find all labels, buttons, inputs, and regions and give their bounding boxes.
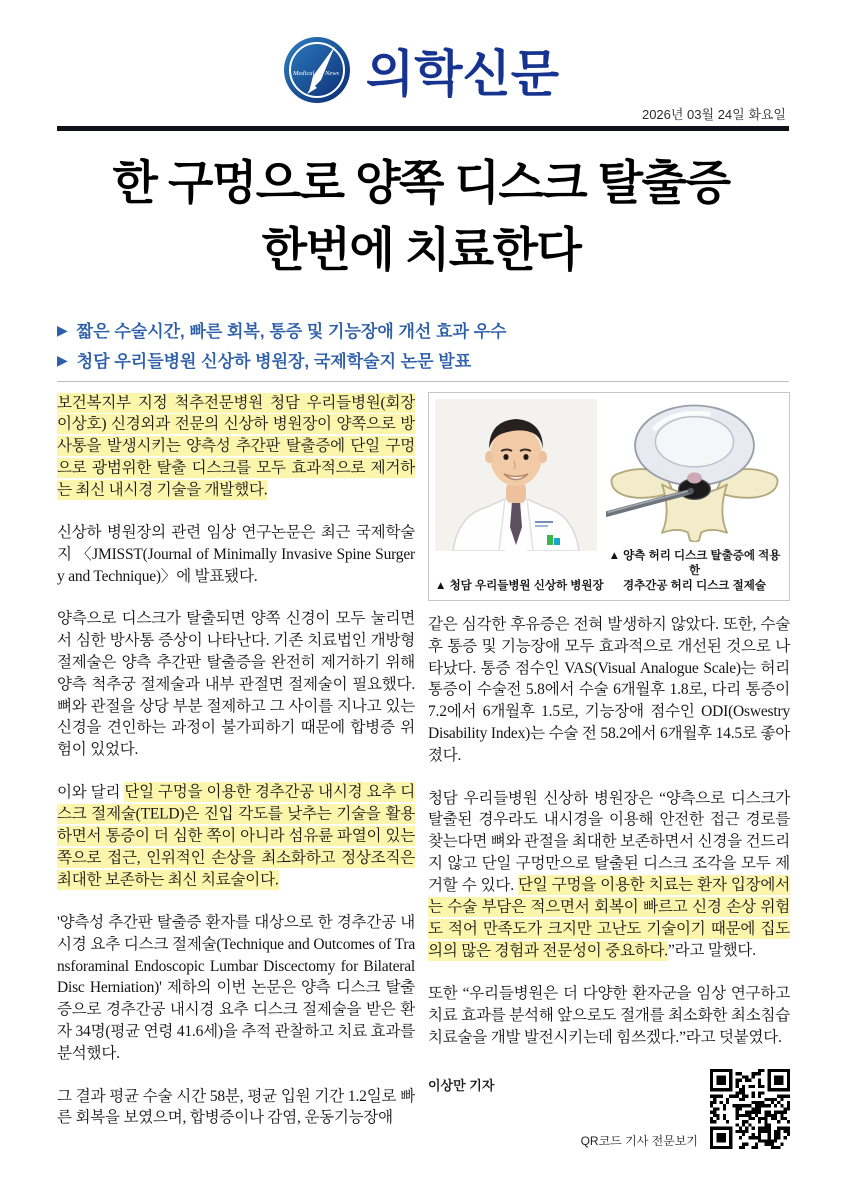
spine-caption-line1: ▲ 양측 허리 디스크 탈출증에 적용한	[608, 550, 781, 578]
masthead-title: 의학신문	[365, 46, 560, 102]
doctor-portrait-image	[435, 399, 597, 551]
medical-news-logo-icon	[283, 36, 351, 104]
subhead-2	[57, 347, 506, 372]
logo-word-news: News	[324, 70, 339, 77]
masthead	[0, 34, 842, 106]
paragraph: 또한 “우리들병원은 더 다양한 환자군을 임상 연구하고 치료 효과를 분석해 앞으로도 절개를 최소화한 최소침습 치료술을 개발 발전시키는데 힘쓰겠다.”라고 덧붙였다.	[428, 984, 790, 1046]
right-column	[428, 392, 790, 1165]
logo-word-medical: Medical	[292, 70, 315, 77]
masthead-rule	[57, 126, 789, 131]
reporter-byline: 이상만 기자	[428, 1078, 495, 1094]
paragraph: '양측성 추간판 탈출증 환자를 대상으로 한 경추간공 내시경 요추 디스크 절제술(Technique and Outcomes of Transforaminal Endoscopic Lumbar Discectomy for Bilateral Disc Herniation)' 제하의 이번 논문은 양측 디스크 탈출증으로 경추간공 내시경 요추 디스크 절제술을 받은 환자 34명(평균 연령 41.6세)을 추적 관찰하고 치료 효과를 분석했다.	[57, 913, 415, 1062]
subhead-1-text: 짧은 수술시간, 빠른 회복, 통증 및 기능장애 개선 효과 우수	[76, 322, 507, 341]
subhead-2-text: 청담 우리들병원 신상하 병원장, 국제학술지 논문 발표	[76, 352, 472, 371]
section-divider	[57, 381, 789, 382]
headline-line1: 한 구멍으로 양쪽 디스크 탈출증	[112, 156, 730, 209]
bullet-triangle-icon: ▶	[57, 321, 68, 338]
paragraph: 이와 달리 단일 구멍을 이용한 경추간공 내시경 요추 디스크 절제술(TELD)은 진입 각도를 낮추는 기술을 활용하면서 통증이 더 심한 쪽이 아니라 섬유륜 파열이 있는 쪽으로 접근, 인위적인 손상을 최소화하고 정상조직은 최대한 보존하는 최신 치료술이다.	[57, 783, 415, 889]
qr-code	[710, 1069, 790, 1149]
spine-illustration-image	[606, 399, 783, 542]
spine-caption-line2: 경추간공 허리 디스크 절제술	[623, 580, 766, 593]
article-footer	[428, 1069, 790, 1165]
spine-illustration-caption	[606, 545, 783, 594]
qr-caption: QR코드 기사 전문보기	[580, 1134, 698, 1149]
issue-date: 2026년 03월 24일 화요일	[641, 107, 786, 122]
subheads	[57, 317, 506, 372]
spine-illustration-figure	[606, 399, 783, 594]
doctor-photo-figure	[435, 399, 604, 594]
headline-line2: 한번에 치료한다	[261, 222, 581, 276]
paragraph: 신상하 병원장의 관련 임상 연구논문은 최근 국제학술지 〈JMISST(Journal of Minimally Invasive Spine Surgery and Technique)〉에 발표됐다.	[57, 523, 415, 585]
paragraph: 같은 심각한 후유증은 전혀 발생하지 않았다. 또한, 수술후 통증 및 기능장애 모두 효과적으로 개선된 것으로 나타났다. 통증 점수인 VAS(Visual Analogue Scale)는 허리 통증이 수술전 5.8에서 수술 6개월후 1.8로, 다리 통증이 7.2에서 6개월후 1.5로, 기능장애 점수인 ODI(Oswestry Disability Index)는 수술 전 58.2에서 6개월후 14.5로 좋아졌다.	[428, 616, 790, 764]
bullet-triangle-icon: ▶	[57, 351, 68, 368]
left-column	[57, 392, 415, 1165]
doctor-photo-caption: ▲ 청담 우리들병원 신상하 병원장	[435, 580, 604, 593]
paragraph: 양측으로 디스크가 탈출되면 양쪽 신경이 모두 눌리면서 심한 방사통 증상이 나타난다. 기존 치료법인 개방형 절제술은 양측 추간판 탈출증을 완전히 제거하기 위해 양측 척추궁 절제술과 내부 관절면 절제술이 필요했다. 뼈와 관절을 상당 부분 절제하고 그 사이를 지나고 있는 신경을 견인하는 과정이 불가피하기 때문에 합병증 위험이 있었다.	[57, 610, 415, 759]
figure-panel	[428, 392, 790, 601]
headline	[0, 150, 842, 283]
article-body	[57, 392, 790, 1165]
subhead-1	[57, 317, 506, 342]
paragraph: 보건복지부 지정 척추전문병원 청담 우리들병원(회장 이상호) 신경외과 전문의 신상하 병원장이 양쪽으로 방사통을 발생시키는 양측성 추간판 탈출증에 단일 구멍으로 광범위한 탈출 디스크를 모두 효과적으로 제거하는 최신 내시경 기술을 개발했다.	[57, 394, 415, 499]
paragraph: 청담 우리들병원 신상하 병원장은 “양측으로 디스크가 탈출된 경우라도 내시경을 이용해 안전한 접근 경로를 찾는다면 뼈와 관절을 최대한 보존하면서 신경을 건드리지 않고 단일 구멍만으로 탈출된 디스크 조각을 모두 제거할 수 있다. 단일 구멍을 이용한 치료는 환자 입장에서는 수술 부담은 적으면서 회복이 빠르고 신경 손상 위험도 적어 만족도가 크지만 고난도 기술이기 때문에 집도의의 많은 경험과 전문성이 중요하다.”라고 말했다.	[428, 789, 790, 960]
paragraph: 그 결과 평균 수술 시간 58분, 평균 입원 기간 1.2일로 빠른 회복을 보였으며, 합병증이나 감염, 운동기능장애	[57, 1087, 415, 1127]
right-column-text	[428, 614, 790, 1048]
